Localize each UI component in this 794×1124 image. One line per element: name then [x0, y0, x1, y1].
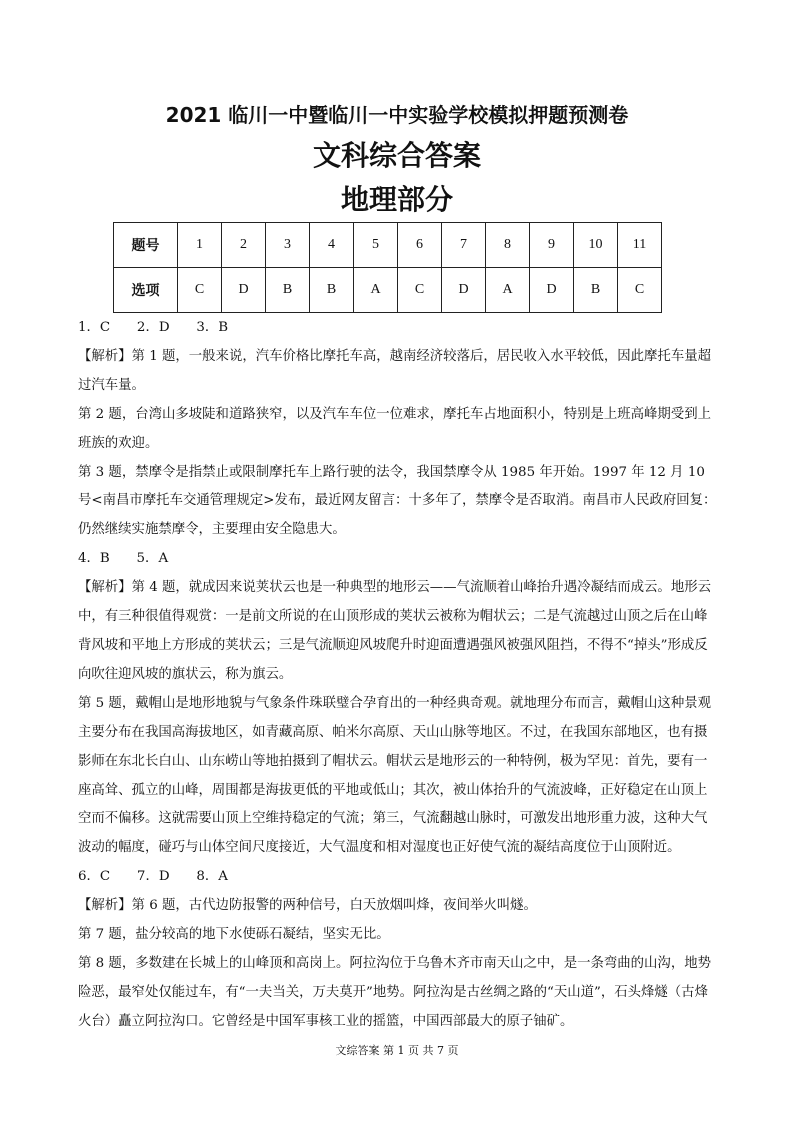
question-number: 10 [574, 223, 618, 268]
answer-line-q1-3: 1．C 2．D 3．B [78, 320, 229, 335]
question-number-row [114, 223, 662, 268]
answer-subtitle: 文科综合答案 [312, 139, 481, 172]
answer-cell: A [486, 268, 530, 313]
explanation-q8: 第 8 题，多数建在长城上的山峰顶和高岗上。阿拉沟位于乌鲁木齐市南天山之中，是一条弯曲的山沟，地势险恶，最窄处仅能过车，有“一夫当关，万夫莫开”地势。阿拉沟是古丝绸之路的“天山道”，石头烽燧（古烽火台）矗立阿拉沟口。它曾经是中国军事核工业的摇篮，中国西部最大的原子铀矿。 [78, 955, 711, 1029]
explanation-q1: 【解析】第 1 题，一般来说，汽车价格比摩托车高，越南经济较落后，居民收入水平较低，因此摩托车量超过汽车量。 [78, 348, 711, 393]
explanation-q7: 第 7 题，盐分较高的地下水使砾石凝结，坚实无比。 [78, 927, 390, 943]
answer-cell: D [442, 268, 486, 313]
explanation-q6: 【解析】第 6 题，古代边防报警的两种信号，白天放烟叫烽，夜间举火叫燧。 [78, 898, 537, 914]
question-number: 6 [398, 223, 442, 268]
question-number: 8 [486, 223, 530, 268]
explanation-q3: 第 3 题，禁摩令是指禁止或限制摩托车上路行驶的法令，我国禁摩令从 1985 年开始。1997 年 12 月 10 号<南昌市摩托车交通管理规定>发布，最近网友留言：十多年了，禁摩令是否取消。南昌市人民政府回复：仍然继续实施禁摩令，主要理由安全隐患大。 [78, 464, 717, 538]
answer-row [114, 268, 662, 313]
explanation-q4: 【解析】第 4 题，就成因来说荚状云也是一种典型的地形云——气流顺着山峰抬升遇冷凝结而成云。地形云中，有三种很值得观赏：一是前文所说的在山顶形成的荚状云被称为帽状云；二是气流越过山顶之后在山峰背风坡和平地上方形成的荚状云；三是气流顺迎风坡爬升时迎面遭遇强风被强风阻挡，不得不“掉头”形成反向吹往迎风坡的旗状云，称为旗云。 [78, 580, 711, 682]
answer-line-q4-5: 4．B 5．A [78, 551, 169, 567]
question-number: 3 [266, 223, 310, 268]
question-number: 9 [530, 223, 574, 268]
answer-table [113, 222, 662, 313]
answer-cell: B [310, 268, 354, 313]
answer-cell: D [222, 268, 266, 313]
page-footer: 文综答案 第 1 页 共 7 页 [335, 1044, 459, 1057]
answer-explanations [78, 314, 718, 1037]
row-label-answer: 选项 [114, 268, 178, 313]
question-number: 1 [178, 223, 222, 268]
row-label-question: 题号 [114, 223, 178, 268]
explanation-q5: 第 5 题，戴帽山是地形地貌与气象条件珠联璧合孕育出的一种经典奇观。就地理分布而言，戴帽山这种景观主要分布在我国高海拔地区，如青藏高原、帕米尔高原、天山山脉等地区。不过，在我国东部地区，也有摄影师在东北长白山、山东崂山等地拍摄到了帽状云。帽状云是地形云的一种特例，极为罕见：首先，要有一座高耸、孤立的山峰，周围都是海拔更低的平地或低山；其次，被山体抬升的气流波峰，正好稳定在山顶上空而不偏移。这就需要山顶上空维持稳定的气流；第三，气流翻越山脉时，可激发出地形重力波，这种大气波动的幅度，碰巧与山体空间尺度接近，大气温度和相对湿度也正好使气流的凝结高度位于山顶附近。 [78, 695, 711, 856]
question-number: 5 [354, 223, 398, 268]
answer-cell: D [530, 268, 574, 313]
answer-cell: B [266, 268, 310, 313]
answer-cell: C [618, 268, 662, 313]
section-title: 地理部分 [340, 183, 453, 216]
question-number: 2 [222, 223, 266, 268]
answer-cell: C [178, 268, 222, 313]
question-number: 11 [618, 223, 662, 268]
question-number: 4 [310, 223, 354, 268]
answer-line-q6-8: 6．C 7．D 8．A [78, 869, 228, 885]
explanation-q2: 第 2 题，台湾山多坡陡和道路狭窄，以及汽车车位一位难求，摩托车占地面积小，特别是上班高峰期受到上班族的欢迎。 [78, 406, 711, 451]
answer-cell: A [354, 268, 398, 313]
answer-cell: B [574, 268, 618, 313]
exam-title: 2021 临川一中暨临川一中实验学校模拟押题预测卷 [165, 103, 629, 127]
question-number: 7 [442, 223, 486, 268]
answer-cell: C [398, 268, 442, 313]
